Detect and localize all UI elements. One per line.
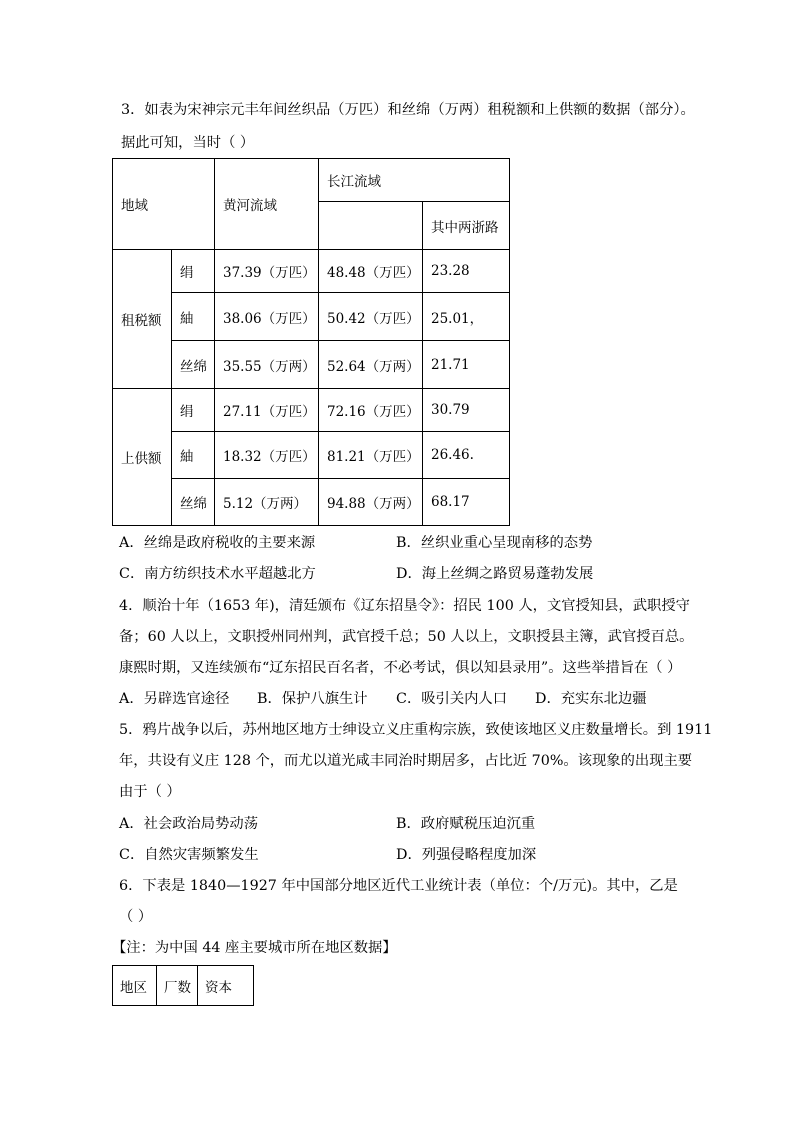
table-cell-item: 紬 (172, 293, 215, 341)
table-cell-yangtze: 81.21（万匹） (319, 432, 423, 479)
table-cell-zhe: 26.46. (423, 432, 510, 479)
table-cell-yangtze: 50.42（万匹） (319, 293, 423, 341)
q5-option-d[interactable]: D．列强侵略程度加深 (396, 847, 537, 863)
table-header-region: 地域 (113, 159, 215, 250)
q3-option-a[interactable]: A．丝绵是政府税收的主要来源 (119, 535, 316, 551)
table-cell-zhe: 21.71 (423, 341, 510, 389)
table-header-factories: 厂数 (157, 966, 198, 1006)
table-group-label: 上供额 (113, 389, 172, 526)
q5-stem-line3: 由于（ ） (119, 784, 181, 800)
q4-option-c[interactable]: C．吸引关内人口 (396, 691, 508, 707)
table-cell-item: 丝绵 (172, 341, 215, 389)
table-row (113, 341, 510, 389)
table-cell-item: 绢 (172, 389, 215, 432)
table-header-region: 地区 (113, 966, 157, 1006)
table-cell-yellow: 38.06（万匹） (215, 293, 319, 341)
table-cell-yellow: 35.55（万两） (215, 341, 319, 389)
table-cell-yellow: 18.32（万匹） (215, 432, 319, 479)
table-cell-item: 紬 (172, 432, 215, 479)
table-cell-zhe: 23.28 (423, 250, 510, 293)
table-cell-yangtze: 48.48（万匹） (319, 250, 423, 293)
table-header-yangtze-blank (319, 202, 423, 250)
table-header-yellow-river: 黄河流域 (215, 159, 319, 250)
q5-stem-line1: 5．鸦片战争以后，苏州地区地方士绅设立义庄重构宗族，致使该地区义庄数量增长。到 1911 (119, 722, 713, 738)
q4-option-b[interactable]: B．保护八旗生计 (257, 691, 368, 707)
table-cell-yangtze: 72.16（万匹） (319, 389, 423, 432)
q6-stem-line2: （ ） (119, 909, 153, 925)
table-cell-zhe: 25.01， (423, 293, 510, 341)
q3-stem-line1: 3．如表为宋神宗元丰年间丝织品（万匹）和丝绵（万两）租税额和上供额的数据（部分）。 (121, 102, 695, 118)
table-group-label: 租税额 (113, 250, 172, 389)
table-row (113, 432, 510, 479)
q3-option-b[interactable]: B．丝织业重心呈现南移的态势 (396, 535, 593, 551)
q3-option-d[interactable]: D．海上丝绸之路贸易蓬勃发展 (396, 566, 594, 582)
q4-stem-line3: 康熙时期，又连续颁布“辽东招民百名者，不必考试，俱以知县录用”。这些举措旨在（ ） (119, 660, 682, 676)
q4-option-d[interactable]: D．充实东北边疆 (535, 691, 647, 707)
q5-option-c[interactable]: C．自然灾害频繁发生 (119, 847, 259, 863)
q5-option-a[interactable]: A．社会政治局势动荡 (119, 816, 258, 832)
table-cell-item: 丝绵 (172, 479, 215, 526)
table-cell-yangtze: 94.88（万两） (319, 479, 423, 526)
q6-note: 【注：为中国 44 座主要城市所在地区数据】 (112, 940, 397, 956)
q3-data-table (112, 158, 510, 526)
table-row (113, 250, 510, 293)
q4-stem-line1: 4．顺治十年（1653 年)，清廷颁布《辽东招垦令》：招民 100 人，文官授知县，武职授守 (119, 598, 690, 614)
table-cell-yellow: 37.39（万匹） (215, 250, 319, 293)
q3-option-c[interactable]: C．南方纺织技术水平超越北方 (119, 566, 316, 582)
q3-stem-line2: 据此可知，当时（ ） (121, 135, 255, 151)
table-cell-yellow: 5.12（万两） (215, 479, 319, 526)
table-cell-zhe: 68.17 (423, 479, 510, 526)
q6-stem-line1: 6．下表是 1840—1927 年中国部分地区近代工业统计表（单位：个/万元)。其中，乙是 (119, 878, 678, 894)
table-row (113, 479, 510, 526)
q5-stem-line2: 年，共设有义庄 128 个，而尤以道光咸丰同治时期居多，占比近 70%。该现象的出现主要 (119, 753, 693, 769)
table-row (113, 293, 510, 341)
table-header-zhe: 其中两浙路 (423, 202, 510, 250)
table-row (113, 966, 254, 1006)
table-cell-item: 绢 (172, 250, 215, 293)
table-cell-yellow: 27.11（万匹） (215, 389, 319, 432)
q5-option-b[interactable]: B．政府赋税压迫沉重 (396, 816, 536, 832)
table-cell-yangtze: 52.64（万两） (319, 341, 423, 389)
q4-option-a[interactable]: A．另辟选官途径 (119, 691, 230, 707)
table-cell-zhe: 30.79 (423, 389, 510, 432)
table-row (113, 389, 510, 432)
table-header-yangtze: 长江流域 (319, 159, 510, 202)
q4-stem-line2: 备；60 人以上，文职授州同州判，武官授千总；50 人以上，文职授县主簿，武官授百总。 (119, 629, 694, 645)
table-header-capital: 资本 (198, 966, 254, 1006)
q6-data-table (112, 965, 254, 1006)
